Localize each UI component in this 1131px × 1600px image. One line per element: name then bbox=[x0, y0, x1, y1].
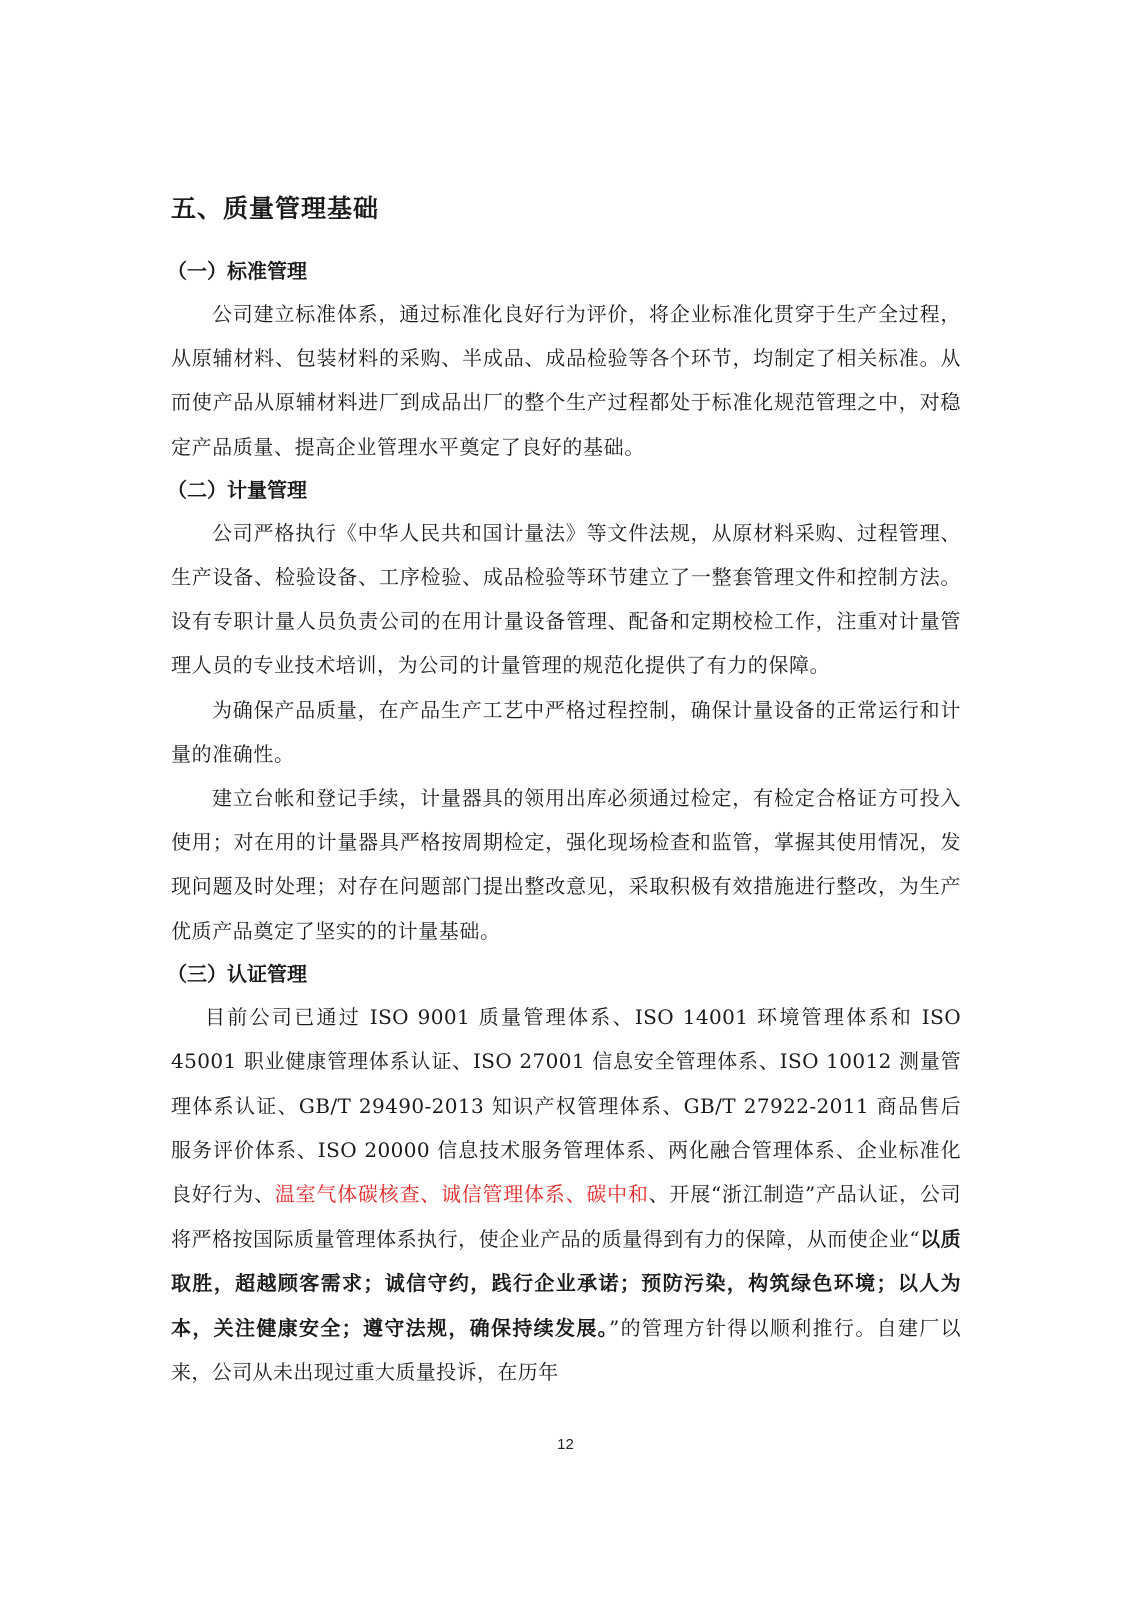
paragraph-measurement-1: 公司严格执行《中华人民共和国计量法》等文件法规，从原材料采购、过程管理、生产设备、检验设备、工序检验、成品检验等环节建立了一整套管理文件和控制方法。设有专职计量人员负责公司的在用计量设备管理、配备和定期校检工作，注重对计量管理人员的专业技术培训，为公司的计量管理的规范化提供了有力的保障。 bbox=[171, 520, 961, 678]
page-number: 12 bbox=[557, 1436, 574, 1453]
quality-policy-bold: 以质取胜，超越顾客需求；诚信守约，践行企业承诺；预防污染，构筑绿色环境；以人为本，关注健康安全；遵守法规，确保持续发展。 bbox=[171, 1226, 961, 1340]
paragraph-measurement-3: 建立台帐和登记手续，计量器具的领用出库必须通过检定，有检定合格证方可投入使用；对在用的计量器具严格按周期检定，强化现场检查和监管，掌握其使用情况，发现问题及时处理；对存在问题部门提出整改意见，采取积极有效措施进行整改，为生产优质产品奠定了坚实的的计量基础。 bbox=[171, 786, 961, 943]
paragraph-certification bbox=[171, 995, 961, 1395]
subsection-heading-certification: （三）认证管理 bbox=[167, 961, 307, 986]
subsection-heading-measurement: （二）计量管理 bbox=[167, 477, 307, 502]
paragraph-measurement-2: 为确保产品质量，在产品生产工艺中严格过程控制，确保计量设备的正常运行和计量的准确性。 bbox=[171, 697, 961, 766]
certification-text-part-3: ”的管理方针得以顺利推行。自建厂以来，公司从未出现过重大质量投诉，在历年 bbox=[171, 1315, 962, 1385]
certification-text-part-2: 、开展“浙江制造”产品认证，公司将严格按国际质量管理体系执行，使企业产品的质量得到有力的保障，从而使企业“ bbox=[171, 1182, 962, 1251]
certification-highlight-red: 温室气体碳核查、诚信管理体系、碳中和 bbox=[274, 1182, 649, 1207]
paragraph-standard-management: 公司建立标准体系，通过标准化良好行为评价，将企业标准化贯穿于生产全过程，从原辅材料、包装材料的采购、半成品、成品检验等各个环节，均制定了相关标准。从而使产品从原辅材料进厂到成品出厂的整个生产过程都处于标准化规范管理之中，对稳定产品质量、提高企业管理水平奠定了良好的基础。 bbox=[171, 302, 961, 459]
page-content bbox=[167, 190, 962, 1395]
subsection-heading-standard: （一）标准管理 bbox=[167, 259, 307, 283]
section-title: 五、质量管理基础 bbox=[171, 194, 380, 223]
certification-text-part-1: 目前公司已通过 ISO 9001 质量管理体系、ISO 14001 环境管理体系和 ISO 45001 职业健康管理体系认证、ISO 27001 信息安全管理体系、ISO 10012 测量管理体系认证、GB/T 29490-2013 知识产权管理体系、GB/T 27922-2011 商品售后服务评价体系、ISO 20000 信息技术服务管理体系、两化融合管理体系、企业标准化良好行为、 bbox=[171, 1004, 961, 1207]
